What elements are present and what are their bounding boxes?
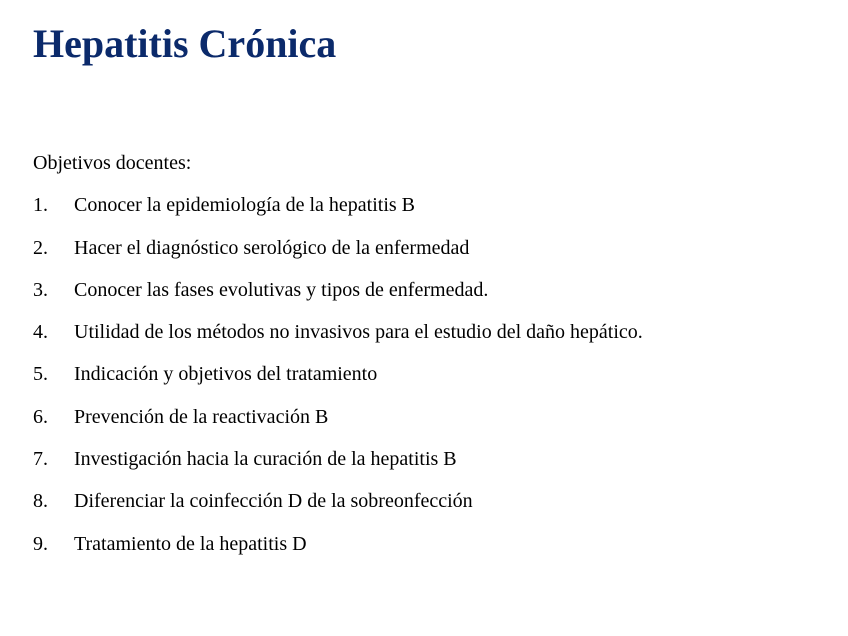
slide-content xyxy=(33,149,823,558)
objective-number: 9. xyxy=(33,532,48,555)
objective-item xyxy=(33,276,823,304)
objective-item xyxy=(33,234,823,262)
objective-item xyxy=(33,360,823,388)
objective-number: 3. xyxy=(33,278,48,301)
objective-text: Diferenciar la coinfección D de la sobreonfección xyxy=(74,490,473,513)
objective-text: Utilidad de los métodos no invasivos para el estudio del daño hepático. xyxy=(74,321,643,344)
objective-text: Tratamiento de la hepatitis D xyxy=(74,532,307,555)
objective-number: 8. xyxy=(33,490,48,513)
objective-item xyxy=(33,191,823,219)
objective-number: 7. xyxy=(33,448,48,471)
objective-item xyxy=(33,530,823,558)
objective-item xyxy=(33,318,823,346)
objective-item xyxy=(33,487,823,515)
objective-text: Investigación hacia la curación de la hepatitis B xyxy=(74,448,457,471)
objective-number: 6. xyxy=(33,405,48,428)
slide-title: Hepatitis Crónica xyxy=(33,21,337,66)
objective-text: Hacer el diagnóstico serológico de la enfermedad xyxy=(74,236,470,259)
objective-item xyxy=(33,445,823,473)
objective-number: 4. xyxy=(33,321,48,344)
objective-text: Prevención de la reactivación B xyxy=(74,405,329,428)
objectives-list xyxy=(33,191,823,557)
objective-item xyxy=(33,403,823,431)
objectives-heading: Objetivos docentes: xyxy=(33,152,192,174)
objective-number: 5. xyxy=(33,363,48,386)
objective-text: Indicación y objetivos del tratamiento xyxy=(74,363,378,386)
objective-text: Conocer las fases evolutivas y tipos de enfermedad. xyxy=(74,278,489,301)
objective-text: Conocer la epidemiología de la hepatitis B xyxy=(74,194,416,217)
objective-number: 1. xyxy=(33,194,48,217)
objective-number: 2. xyxy=(33,236,48,259)
